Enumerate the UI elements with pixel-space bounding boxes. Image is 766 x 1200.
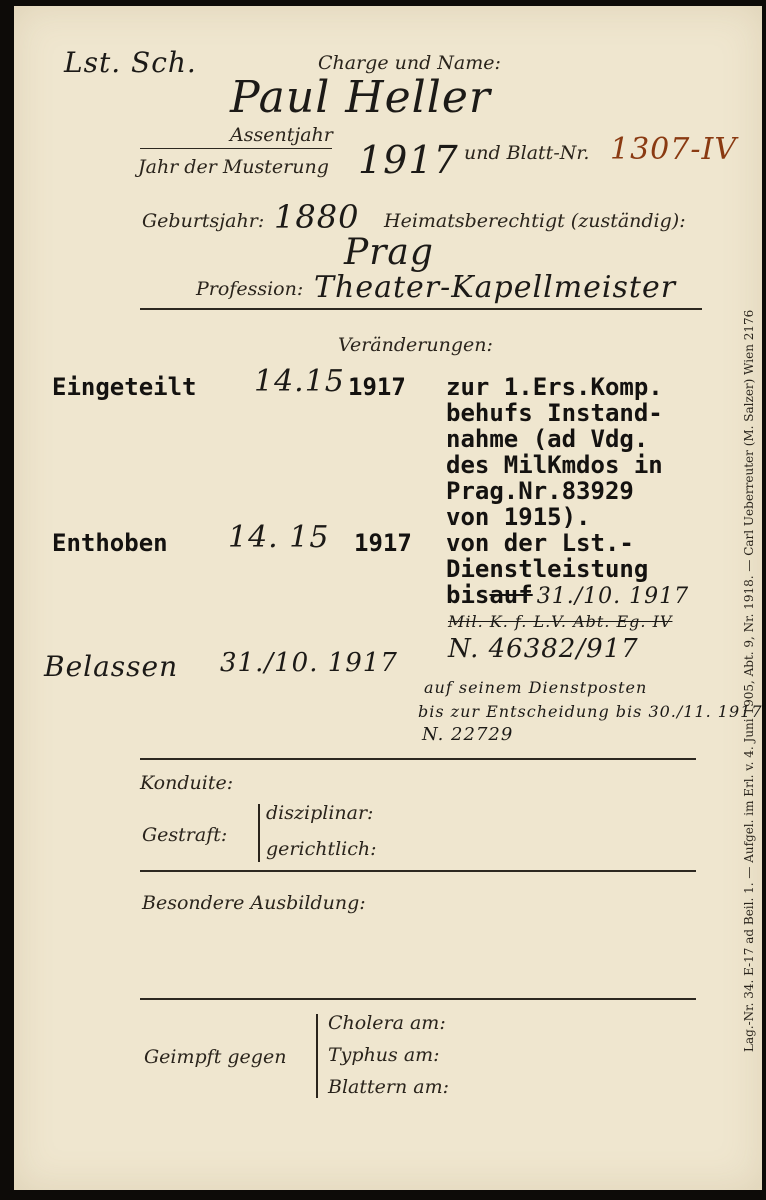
disziplinar-label: disziplinar: <box>266 802 374 824</box>
enthoben-label: Enthoben <box>52 529 168 557</box>
musterung-label: Jahr der Musterung <box>138 156 329 178</box>
bis-struck: auf <box>489 581 533 609</box>
typhus-label: Typhus am: <box>328 1044 440 1066</box>
heimat-label: Heimatsberechtigt (zuständig): <box>384 210 686 232</box>
belassen-note2: bis zur Entscheidung bis 30./11. 1917 <box>418 702 763 721</box>
eingeteilt-line: behufs Instand- <box>446 399 663 427</box>
geimpft-brace <box>316 1014 318 1098</box>
eingeteilt-text <box>446 374 663 530</box>
eingeteilt-line: nahme (ad Vdg. <box>446 425 649 453</box>
name-value: Paul Heller <box>230 72 491 123</box>
corner-note: Lst. Sch. <box>64 46 197 79</box>
enthoben-date: 14. 15 <box>228 520 330 555</box>
profession-value: Theater-Kapellmeister <box>314 270 677 305</box>
blattern-label: Blattern am: <box>328 1076 449 1098</box>
eingeteilt-line: des MilKmdos in <box>446 451 663 479</box>
profession-rule <box>140 308 702 310</box>
record-card <box>14 6 762 1190</box>
geimpft-label: Geimpft gegen <box>144 1046 287 1068</box>
eingeteilt-label: Eingeteilt <box>52 373 197 401</box>
charge-label: Charge und Name: <box>318 52 501 74</box>
eingeteilt-line: zur 1.Ers.Komp. <box>446 373 663 401</box>
ausbildung-label: Besondere Ausbildung: <box>142 892 366 914</box>
eingeteilt-year: 1917 <box>348 373 406 401</box>
gestraft-label: Gestraft: <box>142 824 228 846</box>
eingeteilt-date: 14.15 <box>254 364 345 399</box>
eingeteilt-line: Prag.Nr.83929 <box>446 477 634 505</box>
belassen-note1: auf seinem Dienstposten <box>424 678 648 697</box>
cholera-label: Cholera am: <box>328 1012 446 1034</box>
gestraft-brace <box>258 804 260 862</box>
geburtsjahr-label: Geburtsjahr: <box>142 210 265 232</box>
bis-hand: 31./10. 1917 <box>536 584 690 609</box>
geburtsjahr-value: 1880 <box>274 198 360 236</box>
musterung-value: 1917 <box>358 138 459 182</box>
changes-rule <box>140 758 696 760</box>
enthoben-line: Dienstleistung <box>446 555 649 583</box>
ref-line1: Mil. K. f. L.V. Abt. Eg. IV <box>448 612 673 631</box>
belassen-label: Belassen <box>44 650 179 683</box>
profession-label: Profession: <box>196 278 304 300</box>
blatt-value: 1307-IV <box>610 132 737 167</box>
bis-typed: bis <box>446 581 490 609</box>
enthoben-year: 1917 <box>354 529 412 557</box>
assentjahr-rule <box>140 148 332 149</box>
changes-heading: Veränderungen: <box>338 334 493 356</box>
gerichtlich-label: gerichtlich: <box>266 838 377 860</box>
enthoben-text <box>446 530 648 582</box>
assentjahr-label: Assentjahr <box>230 124 333 146</box>
konduite-label: Konduite: <box>140 772 234 794</box>
printer-sidenote: Lag.-Nr. 34. E-17 ad Beil. 1. — Aufgel. im Erl. v. 4. Juni 1905, Abt. 9, Nr. 1918. — Carl Ueberreuter (M. Salzer) Wien 2176 <box>742 309 756 1052</box>
blatt-label: und Blatt-Nr. <box>464 142 590 164</box>
eingeteilt-line: von 1915). <box>446 503 591 531</box>
heimat-value: Prag <box>344 232 434 273</box>
belassen-date: 31./10. 1917 <box>220 648 398 678</box>
ref-line2: N. 46382/917 <box>448 634 639 664</box>
gestraft-rule <box>140 870 696 872</box>
enthoben-line: von der Lst.- <box>446 529 634 557</box>
ausbildung-rule <box>140 998 696 1000</box>
belassen-note3: N. 22729 <box>422 724 514 745</box>
bis-line <box>446 582 689 609</box>
